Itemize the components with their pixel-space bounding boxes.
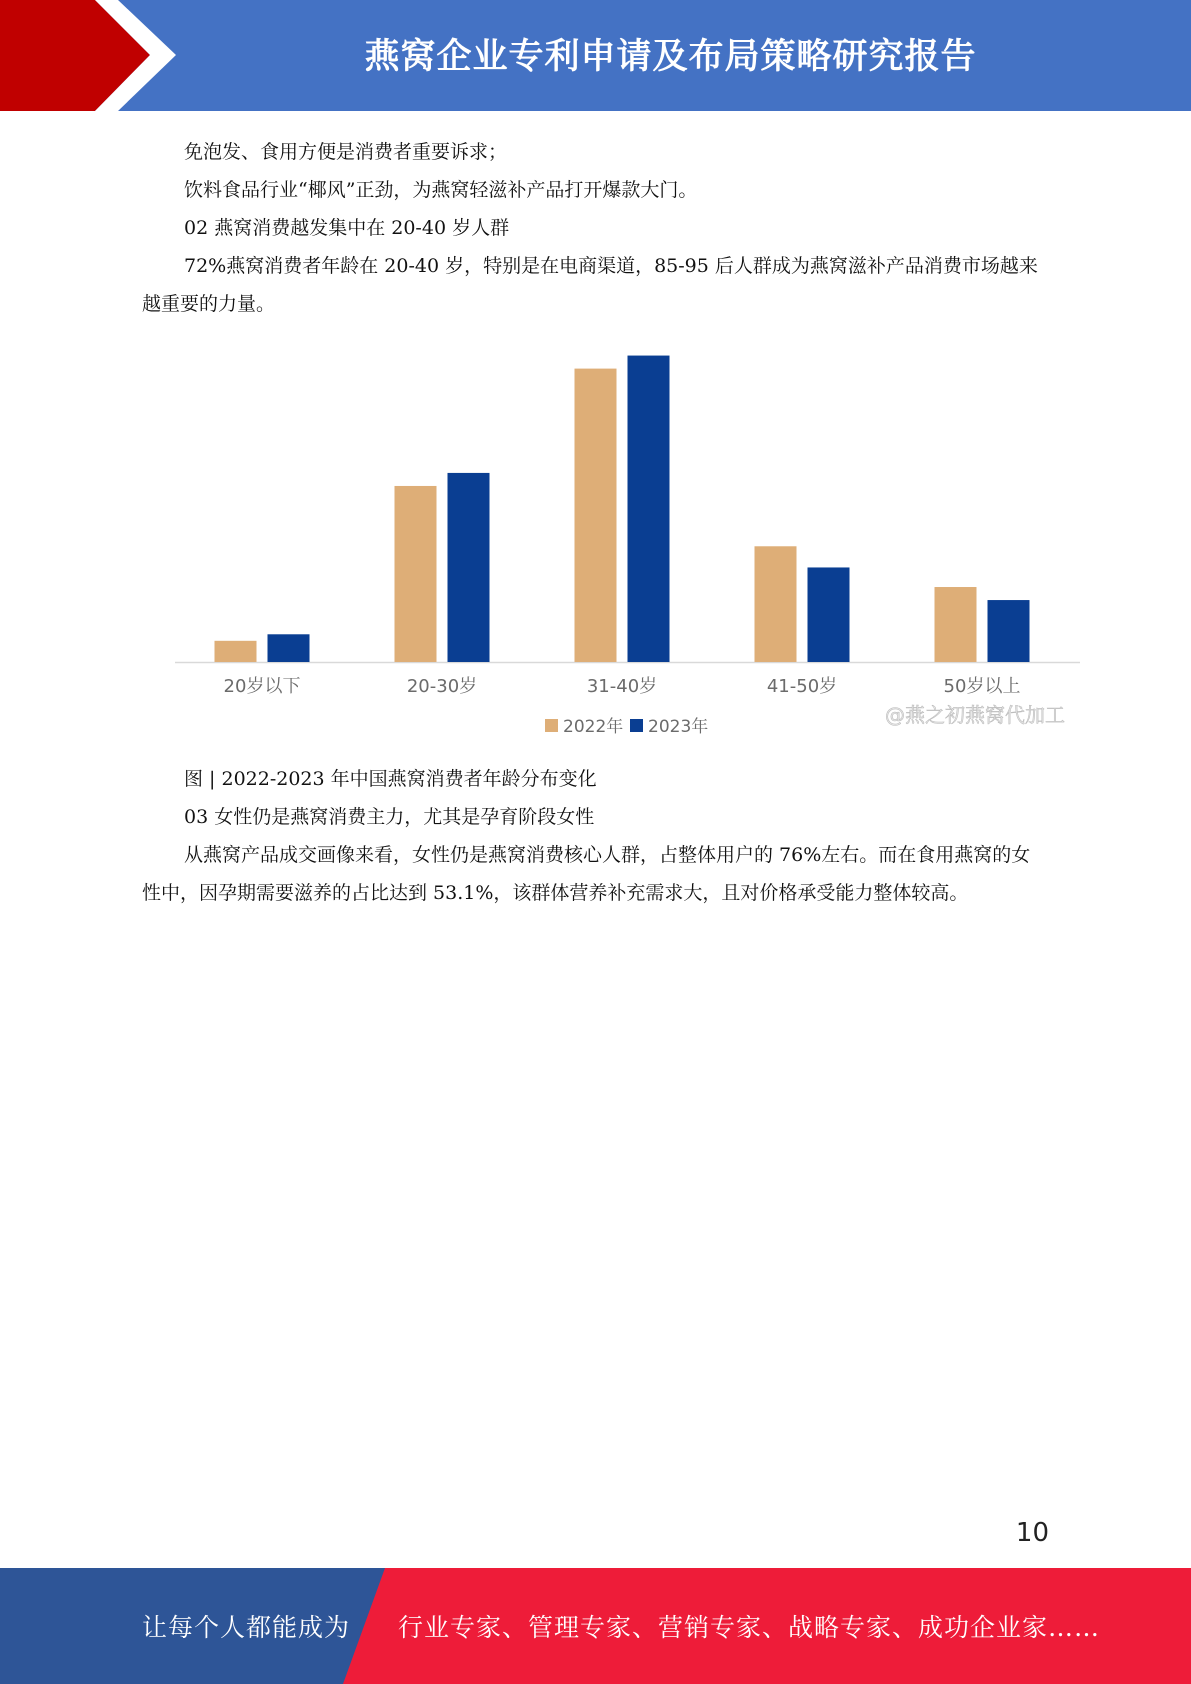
footer-banner (0, 1568, 1191, 1684)
footer-slogan-left: 让每个人都能成为 (142, 1613, 351, 1642)
footer-slogan-right: 行业专家、管理专家、营销专家、战略专家、成功企业家…… (398, 1613, 1101, 1642)
x-tick-label: 31-40岁 (586, 676, 658, 697)
section-heading: 03 女性仍是燕窝消费主力，尤其是孕育阶段女性 (184, 806, 595, 828)
bar-2023年-50岁以上 (988, 600, 1030, 662)
figure-caption: 图 | 2022-2023 年中国燕窝消费者年龄分布变化 (184, 768, 597, 790)
paragraph: 72%燕窝消费者年龄在 20-40 岁，特别是在电商渠道，85-95 后人群成为燕窝滋补产品消费市场越来越重要的力量。 (142, 255, 1038, 315)
page-number: 10 (1015, 1518, 1049, 1548)
paragraph: 免泡发、食用方便是消费者重要诉求； (184, 141, 508, 163)
x-tick-label: 20岁以下 (223, 676, 301, 697)
body-text-top (142, 133, 1047, 323)
bar-2022年-20-30岁 (395, 486, 437, 662)
legend-label: 2022年 (563, 717, 624, 737)
legend-swatch (630, 719, 643, 732)
chart-watermark: @燕之初燕窝代加工 (885, 703, 1065, 727)
paragraph: 从燕窝产品成交画像来看，女性仍是燕窝消费核心人群，占整体用户的 76%左右。而在食用燕窝的女性中，因孕期需要滋养的占比达到 53.1%，该群体营养补充需求大，且对价格承受能力整体较高。 (142, 844, 1031, 904)
x-tick-label: 20-30岁 (406, 676, 478, 697)
bar-2022年-20岁以下 (215, 641, 257, 662)
legend-swatch (545, 719, 558, 732)
bar-2022年-41-50岁 (755, 546, 797, 662)
body-text-bottom (142, 760, 1047, 912)
chart-canvas (160, 322, 1090, 752)
bar-2022年-50岁以上 (935, 587, 977, 662)
legend-label: 2023年 (648, 717, 709, 737)
age-distribution-chart (160, 322, 1090, 752)
bar-2023年-41-50岁 (808, 567, 850, 662)
bar-2022年-31-40岁 (575, 369, 617, 662)
section-heading: 02 燕窝消费越发集中在 20-40 岁人群 (184, 217, 510, 239)
paragraph: 饮料食品行业“椰风”正劲，为燕窝轻滋补产品打开爆款大门。 (184, 179, 698, 201)
bar-2023年-20岁以下 (268, 634, 310, 662)
x-tick-label: 41-50岁 (766, 676, 838, 697)
bar-2023年-31-40岁 (628, 356, 670, 662)
header-banner (0, 0, 1191, 111)
report-title: 燕窝企业专利申请及布局策略研究报告 (364, 36, 977, 77)
x-tick-label: 50岁以上 (943, 676, 1021, 697)
bar-2023年-20-30岁 (448, 473, 490, 662)
